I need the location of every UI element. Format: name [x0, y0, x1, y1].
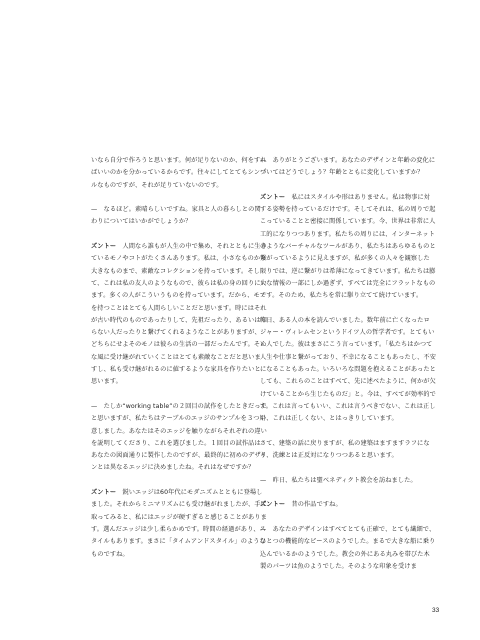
- paragraph-text: — たしか“working table”の２回目の試作をしたときだったと思いますが、私たちはテーブルのエッジのサンプルを３つ用意しました。あなたはそのエッジを触りながらそれぞれの違いを説明してくださり、これを選びました。１回目の試作品はあなたの図面通りに製作したのですが、最終的に初めのデザインとは異なるエッジに決めましたね。それはなぜですか？: [91, 402, 267, 472]
- paragraph-text: — ありがとうございます。あなたのデザインと年齢の変化についてはどうでしょう？年齢とともに変化していますか？: [260, 157, 436, 177]
- speaker-name: ズントー: [91, 243, 117, 251]
- paragraph: [91, 401, 267, 475]
- paragraph-text: 人間なら誰もが人生の中で集め、それとともに生きているモノやコトがたくさんあります。私は、小さなものから大きなものまで、素敵なコレクションを持っています。そして、これは私の友人のようなもので、彼らは私の身の回りにいます。多くの人がこういうものを持っています。だから、モノを持つことはとても人間らしいことだと思います。時にはそれが古い時代のものであったりして、先祖だったり、あるいは知らない人だったりと繋げてくれるようなことがありますが、どちらにせよそのモノは彼らの生活の一部だったんです。そんな風に受け継がれていくことはとても素敵なことだと思いますし、私も受け継がれるのに値するような家具を作りたいと思います。: [91, 243, 267, 386]
- paragraph-text: — あなたのデザインはすべてとても正確で、とても繊細で、ひとつの機能的なピースのようでした。まるで大きな船に乗り込んでいるかのようでした。教会の外にある丸みを帯びた木製のパーツは魚のようでした。そのような印象を受けま: [260, 525, 436, 570]
- paragraph-text: — なるほど。素晴らしいですね。家具と人の暮らしとの関わりについてはいかがでしょうか？: [91, 206, 261, 226]
- speaker-name: ズントー: [260, 501, 286, 509]
- paragraph-text: いなら自分で作ろうと思います。何が足りないのか、何をすればいいのかを分かっているからです。往々にしてとてもシンプルなものですが、それが足りていないのです。: [91, 157, 267, 189]
- paragraph: [260, 499, 436, 511]
- left-text-column: [91, 155, 267, 573]
- paragraph: [91, 155, 267, 192]
- speaker-name: ズントー: [260, 193, 286, 201]
- paragraph: [260, 192, 436, 303]
- paragraph: [260, 315, 436, 426]
- paragraph: [260, 155, 436, 180]
- paragraph-text: 昨日、ある人の本を読んでいました。数年前に亡くなったロジャー・ヴィレムセンというドイツ人の哲学者です。とてもいい人でした。彼はまさにこう言っています。「私たちはかつて人生や仕事と繋がっており、不幸になることもあったし、不安になることもあった。いろいろな問題を抱えることがあったとしても、これらのことはすべて、先に述べたように、何かが欠けていることから生じたものだ」と。今は、すべてが効率的です。これは言ってもいい、これは言うべきでない、これは正しい、これは正しくない、とはっきりしています。: [260, 316, 436, 423]
- paragraph: [91, 204, 267, 229]
- paragraph-text: 鋭いエッジは60年代にモダニズムとともに登場しました。それからミニマリズムにも受け継がれましたが、手に取ってみると、私にはエッジが硬すぎると感じることがあります。選んだエッジは少し柔らかめです。時間の経過があり、スタイルもあります。まさに「タイムアンドスタイル」のようなものですね。: [91, 489, 267, 558]
- paragraph: [260, 524, 436, 573]
- paragraph-text: — 昨日、私たちは聖ベネディクト教会を訪ねました。: [260, 476, 417, 484]
- right-text-column: [260, 155, 436, 585]
- paragraph: [260, 438, 436, 463]
- paragraph-text: 昔の作品ですね。: [285, 501, 342, 509]
- paragraph: [260, 475, 436, 487]
- paragraph: [91, 241, 267, 389]
- paragraph-text: さて、建築の話に戻りますが、私の建築はますますラフになり、洗練とは正反対になりつつあると思います。: [260, 439, 430, 460]
- speaker-name: ズントー: [91, 489, 117, 497]
- paragraph: [91, 487, 267, 561]
- paragraph-text: 私にはスタイルや形はありません。私は物事に対する姿勢を持っているだけです。そしてそれは、私の周りで起こっていることと密接に関係しています。今、世界は非常に人工的になりつつあります。私たちの周りには、インターネットのようなバーチャルなツールがあり、私たちはあらゆるものと繋がっているように見えますが、私が多くの人々を観察した限りでは、逆に繋がりは希薄になってきています。私たちは膨大な情報の一部にしか過ぎず、すべては完全にフラットなものです。そのため、私たちを常に駆り立てて続けています。: [260, 193, 436, 300]
- page-number: 33: [432, 607, 440, 614]
